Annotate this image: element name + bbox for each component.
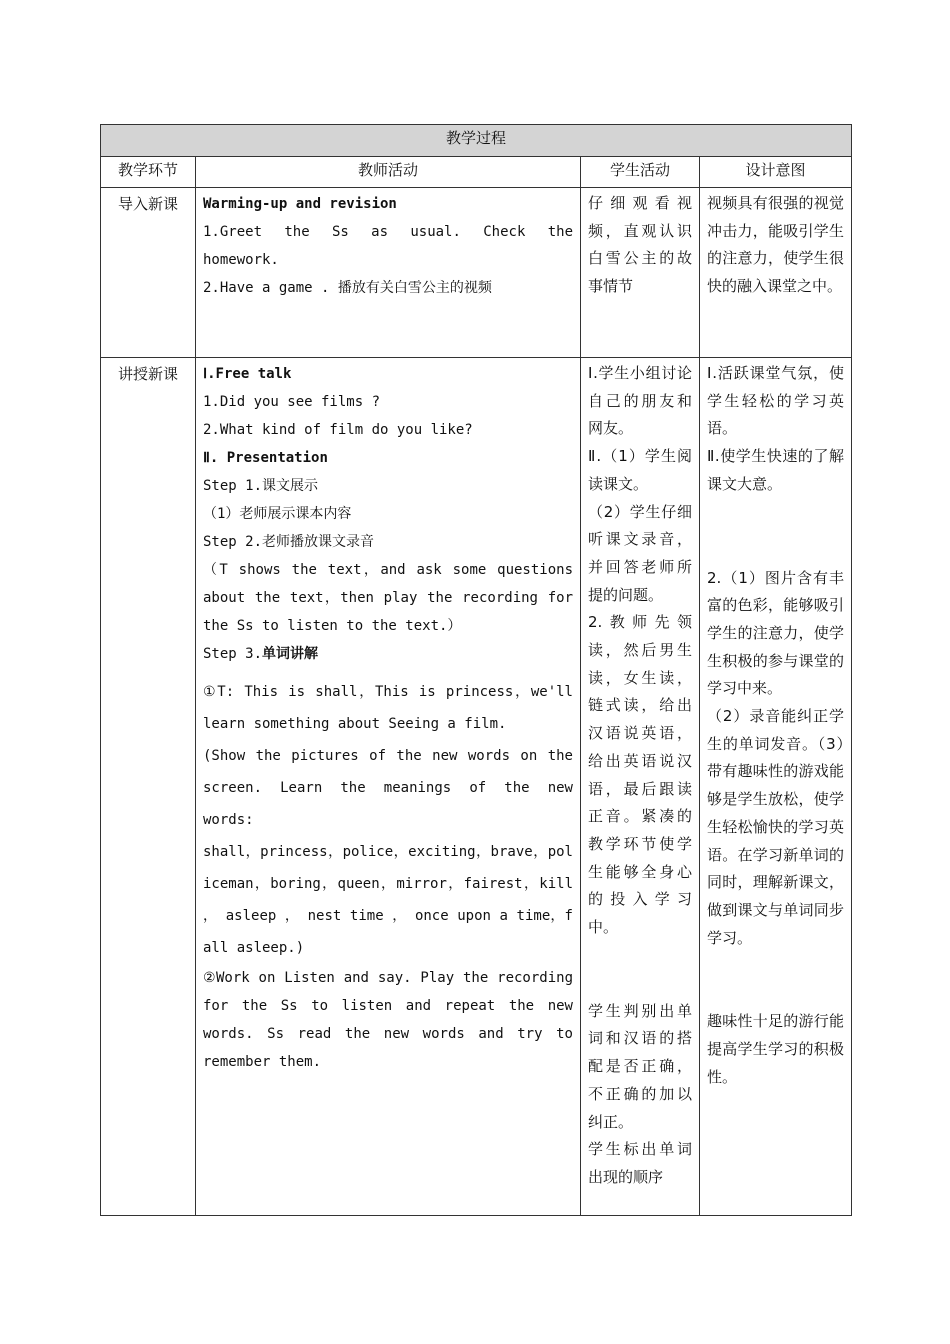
teacher-paragraph: ①T: This is shall，This is princess，we'll learn something about Seeing a film. — [203, 684, 573, 732]
presentation-heading: Ⅱ. Presentation — [203, 450, 328, 466]
header-teacher: 教师活动 — [196, 157, 581, 188]
student-activity-cell — [581, 358, 700, 1216]
warmup-heading: Warming-up and revision — [203, 196, 397, 212]
student-line: （2）学生仔细听课文录音，并回答老师所提的问题。 — [588, 502, 692, 604]
teaching-process-table — [100, 124, 852, 1216]
header-student: 学生活动 — [581, 157, 700, 188]
design-intent-cell — [700, 358, 852, 1216]
teacher-line: 1.Greet the Ss as usual. Check the homework. — [203, 224, 573, 268]
student-line: 学生标出单词出现的顺序 — [588, 1140, 692, 1186]
design-line: Ⅱ.使学生快速的了解课文大意。 — [707, 447, 845, 493]
teacher-paragraph: (Show the pictures of the new words on the screen. Learn the meanings of the new words: — [203, 748, 573, 828]
table-title: 教学过程 — [101, 125, 852, 157]
teacher-line: Step 2.老师播放课文录音 — [203, 534, 375, 550]
spacer — [707, 499, 844, 565]
stage-cell: 讲授新课 — [101, 358, 196, 1216]
student-line: 学生判别出单词和汉语的搭配是否正确，不正确的加以纠正。 — [588, 1001, 692, 1131]
student-activity-cell: 仔细观看视频，直观认识白雪公主的故事情节 — [581, 188, 700, 358]
free-talk-heading: Ⅰ.Free talk — [203, 366, 292, 382]
teacher-activity-cell — [196, 188, 581, 358]
step3-prefix: Step 3. — [203, 646, 263, 662]
header-design: 设计意图 — [700, 157, 852, 188]
teacher-line: 2.What kind of film do you like? — [203, 422, 473, 438]
design-line: 2.（1）图片含有丰富的色彩，能够吸引学生的注意力，使学生积极的参与课堂的学习中来。 — [707, 568, 845, 698]
spacer — [588, 942, 692, 998]
teacher-line: 1.Did you see films ? — [203, 394, 381, 410]
student-line: Ⅱ.（1）学生阅读课文。 — [588, 447, 692, 493]
vocabulary-list: shall，princess，police，exciting，brave，policeman，boring，queen，mirror，fairest，kill ， asleep ， nest time ， once upon a time，fall asleep.) — [203, 844, 573, 956]
step3-title: 单词讲解 — [262, 646, 319, 662]
spacer — [707, 952, 844, 1008]
design-line: 趣味性十足的游行能提高学生学习的积极性。 — [707, 1012, 845, 1086]
teacher-line: （1）老师展示课本内容 — [203, 506, 352, 522]
teacher-line: 2.Have a game . 播放有关白雪公主的视频 — [203, 280, 492, 296]
design-line: （2）录音能纠正学生的单词发音。（3）带有趣味性的游戏能够是学生放松，使学生轻松愉快的学习英语。在学习新单词的同时，理解新课文，做到课文与单词同步学习。 — [707, 707, 845, 947]
teacher-paragraph: ②Work on Listen and say. Play the recording for the Ss to listen and repeat the new words. Ss read the new words and try to remember them. — [203, 970, 573, 1070]
design-line: Ⅰ.活跃课堂气氛，使学生轻松的学习英语。 — [707, 364, 845, 438]
table-row — [101, 358, 852, 1216]
teacher-line: Step 1.课文展示 — [203, 478, 319, 494]
student-line: Ⅰ.学生小组讨论自己的朋友和网友。 — [588, 364, 692, 438]
student-line: 2.教师先领读，然后男生读，女生读，链式读，给出汉语说英语，给出英语说汉语，最后跟读正音。紧凑的教学环节使学生能够全身心的投入学习中。 — [588, 613, 692, 937]
header-stage: 教学环节 — [101, 157, 196, 188]
design-intent-cell: 视频具有很强的视觉冲击力，能吸引学生的注意力，使学生很快的融入课堂之中。 — [700, 188, 852, 358]
teacher-line: （T shows the text，and ask some questions about the text，then play the recording for the Ss to listen to the text.） — [203, 562, 573, 634]
teacher-activity-cell — [196, 358, 581, 1216]
step3-line — [203, 640, 573, 668]
stage-cell: 导入新课 — [101, 188, 196, 358]
table-row — [101, 188, 852, 358]
header-row — [101, 157, 852, 188]
